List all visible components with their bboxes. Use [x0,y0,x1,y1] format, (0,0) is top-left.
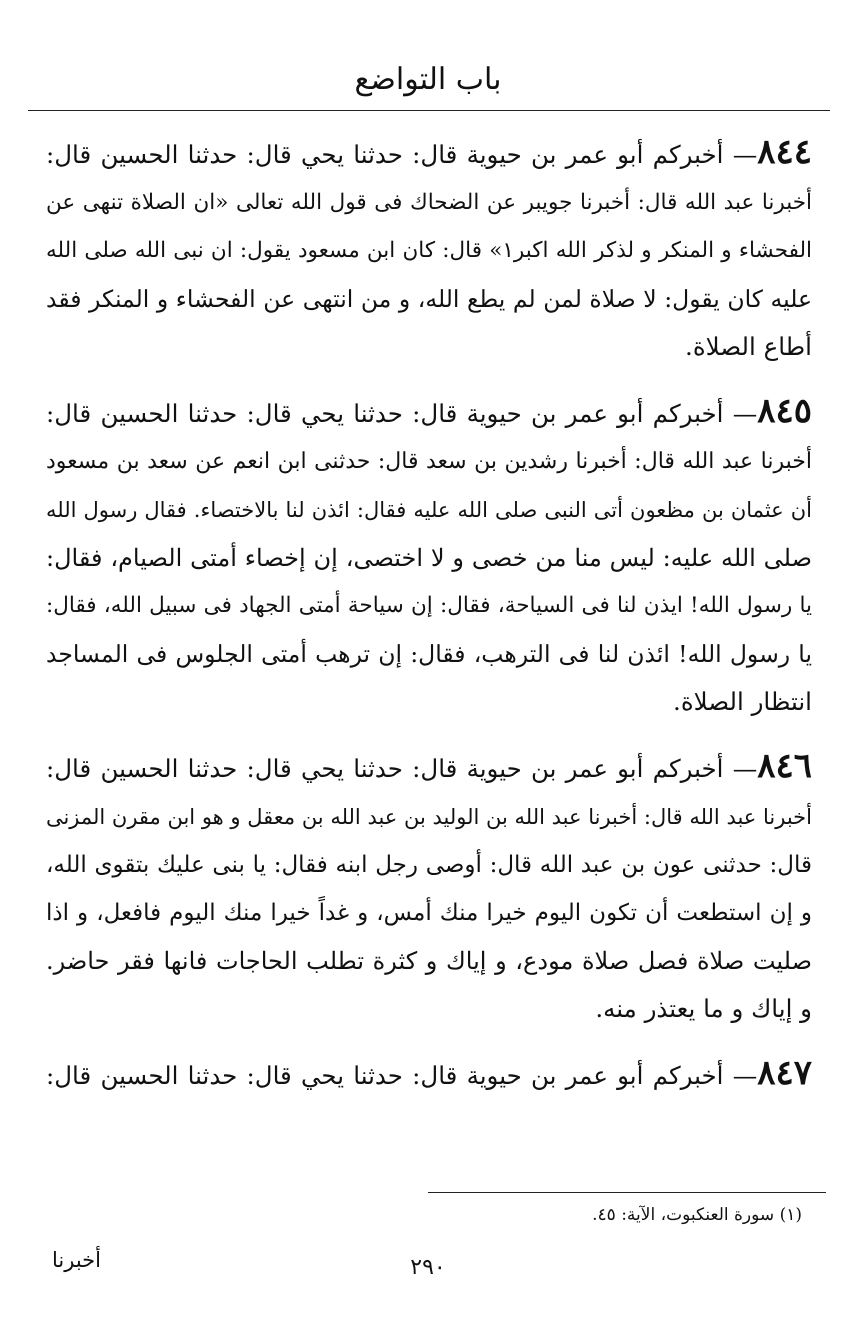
hadith-line: ٨٤٧— أخبركم أبو عمر بن حيوية قال: حدثنا يحي قال: حدثنا الحسين قال: [46,1053,812,1093]
hadith-844 [46,128,812,371]
hadith-845 [46,387,812,726]
hadith-line: أن عثمان بن مظعون أتى النبى صلى الله عليه فقال: ائذن لنا بالاختصاء. فقال رسول الله [46,498,812,522]
hadith-number: ٨٤٧ [757,1053,812,1093]
hadith-line: يا رسول الله! ايذن لنا فى السياحة، فقال: إن سياحة أمتى الجهاد فى سبيل الله، فقال: [46,593,812,618]
hadith-line: أطاع الصلاة. [685,332,812,361]
hadith-number: ٨٤٦ [757,746,812,786]
page-body [46,128,812,1116]
hadith-line: ٨٤٦— أخبركم أبو عمر بن حيوية قال: حدثنا يحي قال: حدثنا الحسين قال: [46,746,812,786]
hadith-line: و إن استطعت أن تكون اليوم خيرا منك أمس، و غداً خيرا منك اليوم فافعل، و اذا [46,900,812,926]
header-rule [28,110,830,111]
hadith-line: أخبرنا عبد الله قال: أخبرنا عبد الله بن الوليد بن عبد الله بن معقل و هو ابن مقرن المزنى [46,805,812,829]
hadith-line: صلى الله عليه: ليس منا من خصى و لا اختصى، إن إخصاء أمتى الصيام، فقال: [46,544,812,572]
hadith-847 [46,1049,812,1100]
hadith-line: أخبرنا عبد الله قال: أخبرنا جويبر عن الضحاك فى قول الله تعالى «ان الصلاة تنهى عن [46,190,812,215]
hadith-line: يا رسول الله! ائذن لنا فى الترهب، فقال: إن ترهب أمتى الجلوس فى المساجد [46,640,812,668]
footnote: (١) سورة العنكبوت، الآية: ٤٥. [592,1205,802,1225]
hadith-line: انتظار الصلاة. [673,687,812,716]
hadith-line: صليت صلاة فصل صلاة مودع، و إياك و كثرة تطلب الحاجات فانها فقر حاضر. [46,947,812,975]
hadith-line: الفحشاء و المنكر و لذكر الله اكبر١» قال: كان ابن مسعود يقول: ان نبى الله صلى الله [46,238,812,263]
catchword: أخبرنا [52,1248,101,1272]
hadith-number: ٨٤٤ [757,132,812,172]
hadith-line: ٨٤٥— أخبركم أبو عمر بن حيوية قال: حدثنا يحي قال: حدثنا الحسين قال: [46,391,812,431]
hadith-846 [46,742,812,1033]
hadith-line: أخبرنا عبد الله قال: أخبرنا رشدين بن سعد قال: حدثنى ابن انعم عن سعد بن مسعود [46,449,812,474]
footnote-rule [428,1192,826,1193]
page-header-title: باب التواضع [354,62,502,97]
hadith-line: و إياك و ما يعتذر منه. [595,994,812,1023]
hadith-line: عليه كان يقول: لا صلاة لمن لم يطع الله، و من انتهى عن الفحشاء و المنكر فقد [46,285,812,313]
page-number: ٢٩٠ [410,1255,446,1280]
hadith-number: ٨٤٥ [757,391,812,431]
hadith-line: قال: حدثنى عون بن عبد الله قال: أوصى رجل ابنه فقال: يا بنى عليك بتقوى الله، [46,852,812,878]
hadith-line: ٨٤٤— أخبركم أبو عمر بن حيوية قال: حدثنا يحي قال: حدثنا الحسين قال: [46,132,812,172]
